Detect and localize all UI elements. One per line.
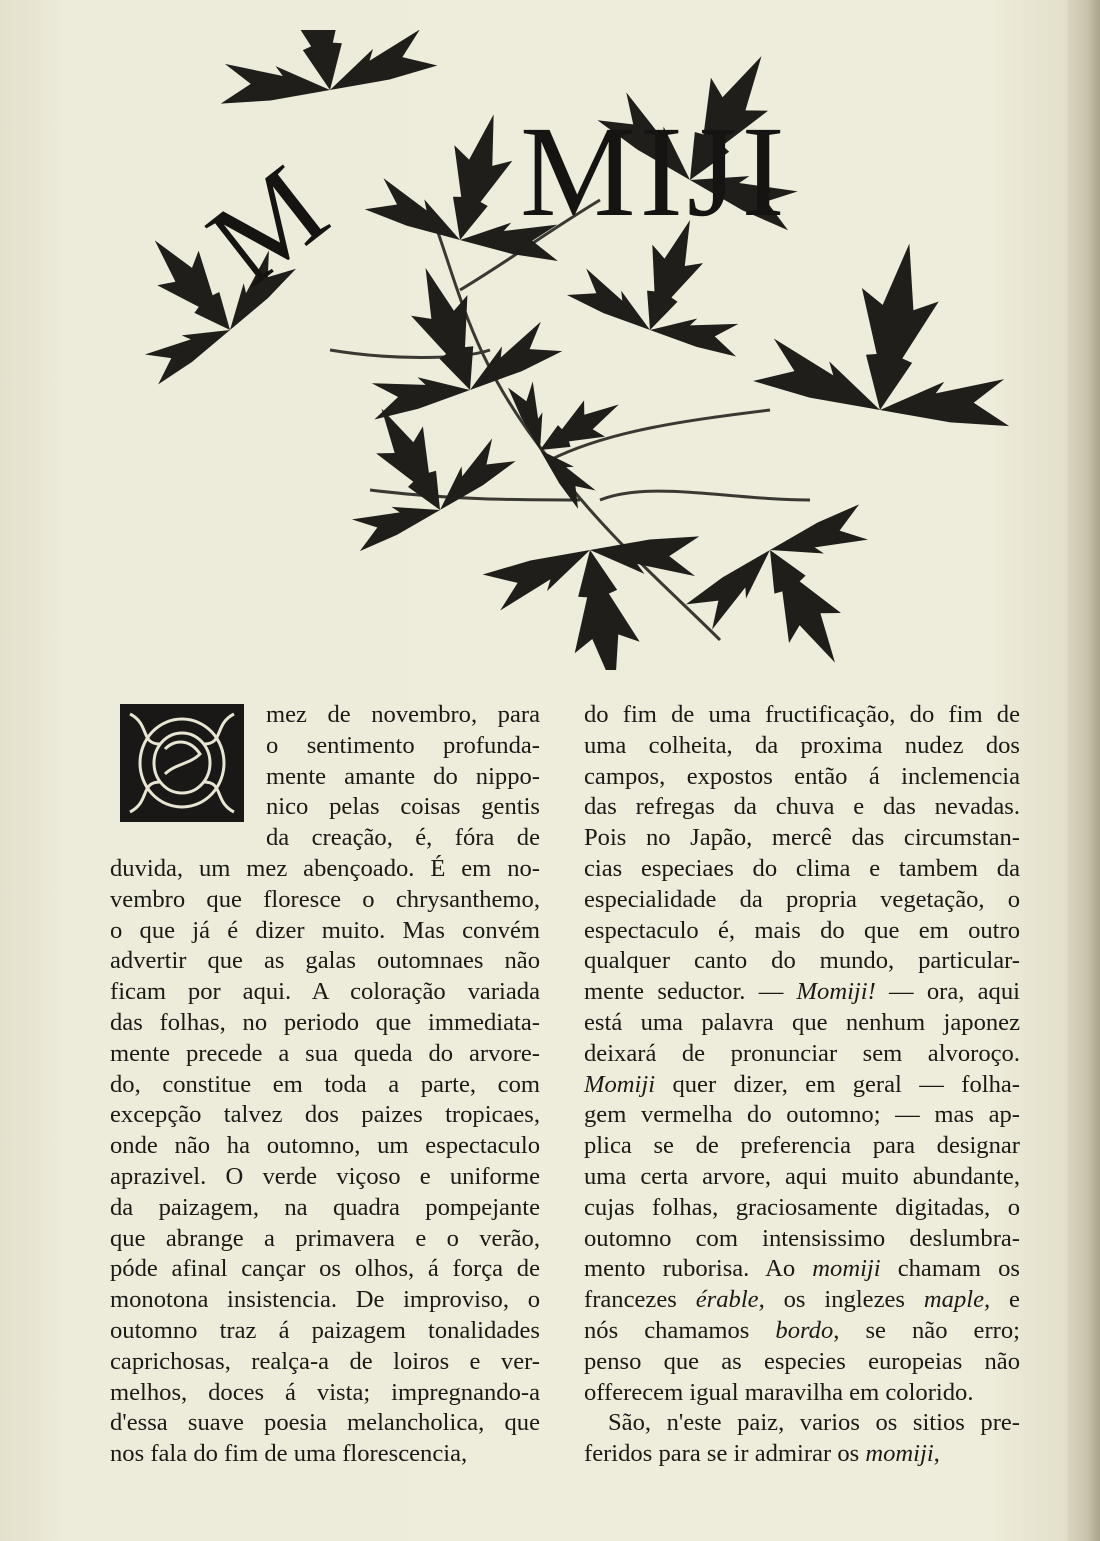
- text-line: qualquer canto do mundo, particular-: [584, 947, 1020, 975]
- text-line: São, n'este paiz, varios os sitios pre-: [608, 1409, 1020, 1437]
- text-line: está uma palavra que nenhum japonez: [584, 1008, 1020, 1036]
- italic-term: érable,: [695, 1286, 765, 1314]
- text-line: ficam por aqui. A coloração variada: [110, 978, 540, 1006]
- text-line: Pois no Japão, mercê das circumstan-: [584, 824, 1020, 852]
- text-line: espectaculo é, mais do que em outro: [584, 916, 1020, 944]
- text-line: outomno com intensissimo deslumbra-: [584, 1224, 1020, 1252]
- text-line: uma certa arvore, aqui muito abundante,: [584, 1162, 1020, 1190]
- text-line: aprazivel. O verde viçoso e uniforme: [110, 1162, 540, 1190]
- text-line: nico pelas coisas gentis: [266, 793, 540, 821]
- page-edge: [1068, 0, 1100, 1541]
- text-line: uma colheita, da proxima nudez dos: [584, 731, 1020, 759]
- text-line: nos fala do fim de uma florescencia,: [110, 1440, 468, 1468]
- text-line: [584, 977, 1020, 1008]
- italic-term: maple,: [923, 1286, 991, 1314]
- text-line: excepção talvez dos paizes tropicaes,: [110, 1101, 540, 1129]
- text-line: [584, 1285, 1020, 1316]
- text-line: mente amante do nippo-: [266, 762, 540, 790]
- text-line: do, constitue em toda a parte, com: [110, 1070, 540, 1098]
- text-line: gem vermelha do outomno; — mas ap-: [584, 1101, 1020, 1129]
- text-line: onde não ha outomno, um espectaculo: [110, 1132, 540, 1160]
- text-fragment: mente seductor. —: [584, 978, 797, 1006]
- text-line: caprichosas, realça-a de loiros e ver-: [110, 1347, 540, 1375]
- text-line: mez de novembro, para: [266, 701, 540, 728]
- text-line: [584, 1316, 1020, 1347]
- italic-term: Momiji!: [796, 978, 876, 1006]
- text-fragment: chamam os: [880, 1255, 1020, 1283]
- text-line: offerecem igual maravilha em colorido.: [584, 1378, 974, 1406]
- left-column: [110, 700, 540, 1470]
- text-line: duvida, um mez abençoado. É em no-: [110, 854, 540, 882]
- text-line: cujas folhas, graciosamente digitadas, o: [584, 1193, 1020, 1221]
- text-fragment: feridos para se ir admirar os: [584, 1440, 866, 1468]
- text-line: das refregas da chuva e das nevadas.: [584, 793, 1020, 821]
- text-line: que abrange a primavera e o verão,: [110, 1224, 540, 1252]
- text-fragment: e: [990, 1286, 1020, 1314]
- text-line: d'essa suave poesia melancholica, que: [110, 1409, 540, 1437]
- italic-term: bordo: [775, 1316, 834, 1344]
- italic-term: momiji,: [865, 1440, 940, 1468]
- text-line: o sentimento profunda-: [266, 731, 540, 759]
- italic-term: Momiji: [584, 1070, 656, 1098]
- text-fragment: — ora, aqui: [875, 978, 1020, 1006]
- title-letter-m1: M: [184, 137, 354, 311]
- title-letters: MIJI: [520, 100, 789, 244]
- text-line: deixará de pronunciar sem alvoroço.: [584, 1039, 1020, 1067]
- text-line: póde afinal cançar os olhos, á força de: [110, 1255, 540, 1283]
- italic-term: momiji: [812, 1255, 881, 1283]
- text-fragment: , se não erro;: [833, 1316, 1020, 1344]
- text-fragment: quer dizer, em geral — folha-: [655, 1070, 1020, 1098]
- text-line: outomno traz á paizagem tonalidades: [110, 1316, 540, 1344]
- text-line: da paizagem, na quadra pompejante: [110, 1193, 540, 1221]
- text-line: penso que as especies europeias não: [584, 1347, 1020, 1375]
- text-line: [584, 1254, 1020, 1285]
- text-line: da creação, é, fóra de: [266, 824, 540, 852]
- text-line: [584, 1439, 1020, 1470]
- text-line: das folhas, no periodo que immediata-: [110, 1008, 540, 1036]
- text-line: do fim de uma fructificação, do fim de: [584, 701, 1020, 728]
- text-line: mente precede a sua queda do arvore-: [110, 1039, 540, 1067]
- text-line: vembro que floresce o chrysanthemo,: [110, 885, 540, 913]
- text-line: especialidade da propria vegetação, o: [584, 885, 1020, 913]
- maple-leaves-illustration: [130, 30, 1010, 670]
- text-fragment: nós chamamos: [584, 1316, 776, 1344]
- text-fragment: os inglezes: [764, 1286, 924, 1314]
- text-line: o que já é dizer muito. Mas convém: [110, 916, 540, 944]
- text-fragment: francezes: [584, 1286, 696, 1314]
- text-fragment: mento ruborisa. Ao: [584, 1255, 813, 1283]
- text-line: advertir que as galas outomnaes não: [110, 947, 540, 975]
- text-line: [584, 1070, 1020, 1101]
- text-line: melhos, doces á vista; impregnando-a: [110, 1378, 540, 1406]
- text-line: cias especiaes do clima e tambem da: [584, 854, 1020, 882]
- text-line: plica se de preferencia para designar: [584, 1132, 1020, 1160]
- text-line: campos, expostos então á inclemencia: [584, 762, 1020, 790]
- text-line: monotona insistencia. De improviso, o: [110, 1286, 540, 1314]
- right-column: [584, 700, 1020, 1470]
